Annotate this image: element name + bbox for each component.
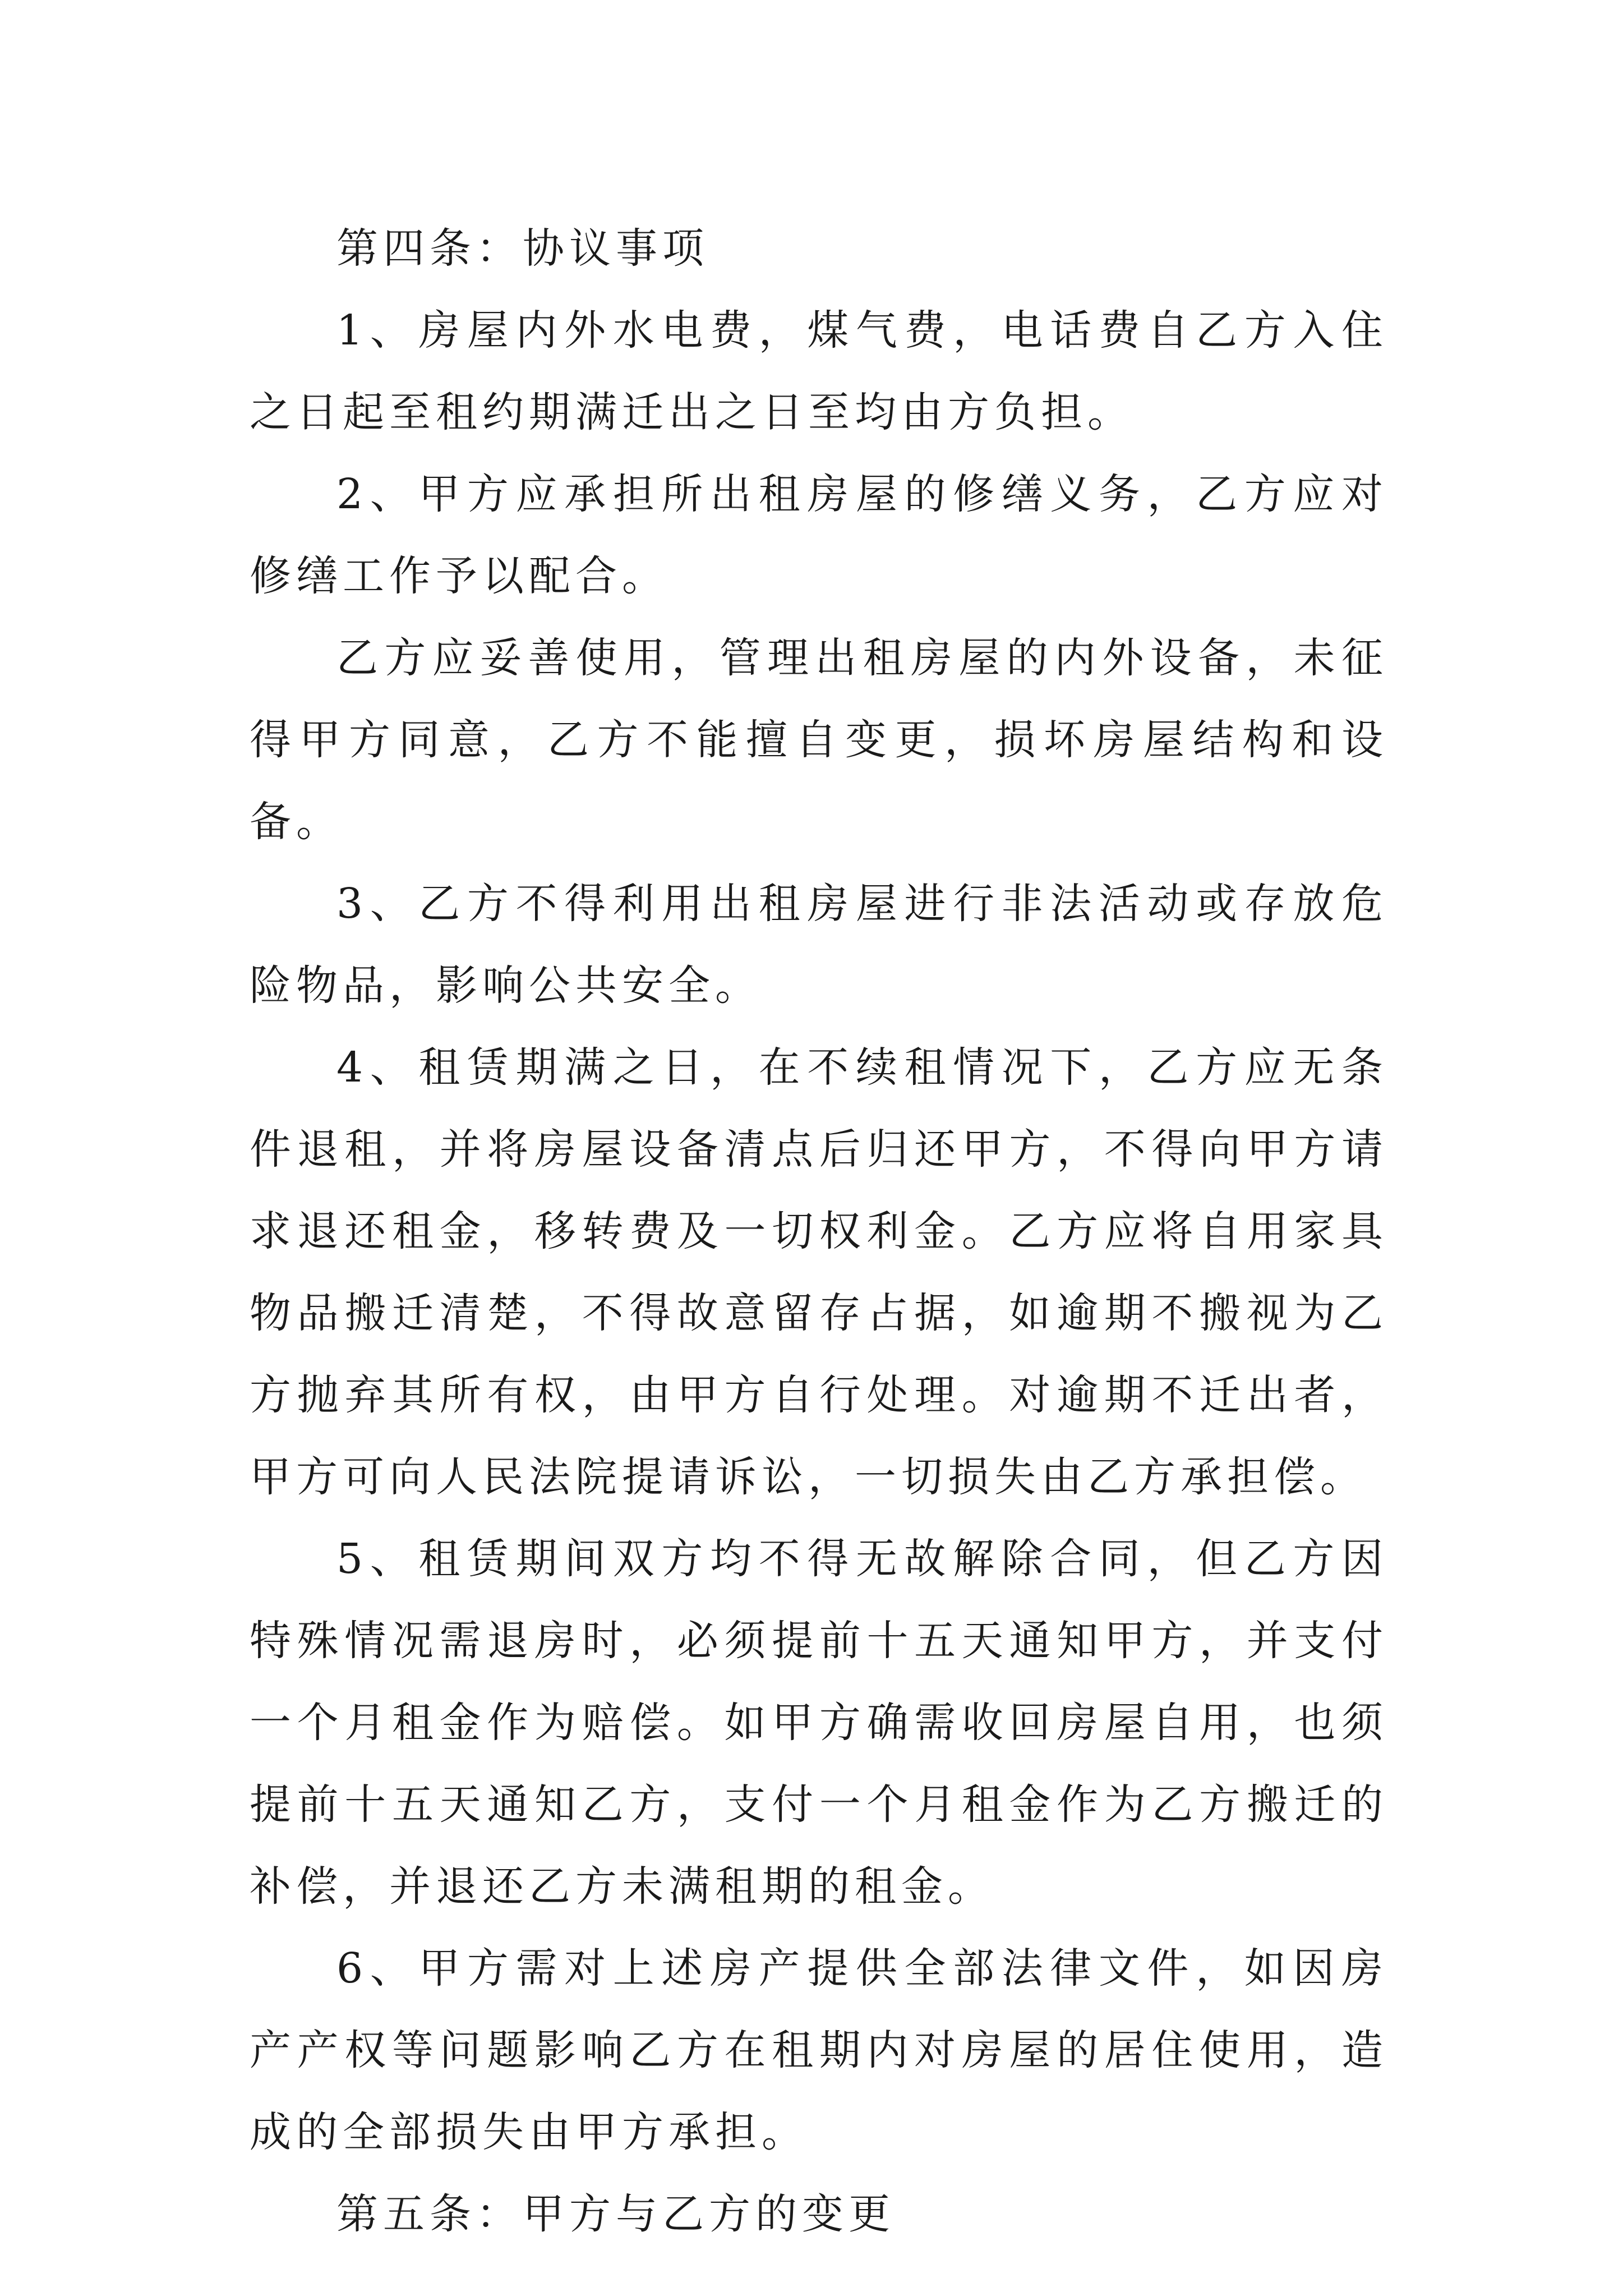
clause-2-proper-use: 乙方应妥善使用，管理出租房屋的内外设备，未征得甲方同意，乙方不能擅自变更，损坏房屋结构和设备。	[250, 634, 1388, 846]
article-4-heading: 第四条：协议事项	[336, 224, 709, 273]
clause-5-early-termination: 5、租赁期间双方均不得无故解除合同，但乙方因特殊情况需退房时，必须提前十五天通知甲方，并支付一个月租金作为赔偿。如甲方确需收回房屋自用，也须提前十五天通知乙方，支付一个月租金作为乙方搬迁的补偿，并退还乙方未满租期的租金。	[250, 1535, 1388, 1911]
clause-6-legal-documents: 6、甲方需对上述房产提供全部法律文件，如因房产产权等问题影响乙方在租期内对房屋的居住使用，造成的全部损失由甲方承担。	[250, 1944, 1388, 2156]
clause-1-utilities: 1、房屋内外水电费，煤气费，电话费自乙方入住之日起至租约期满迁出之日至均由方负担。	[250, 306, 1388, 436]
clause-2-repairs: 2、甲方应承担所出租房屋的修缮义务，乙方应对修缮工作予以配合。	[250, 470, 1388, 600]
document-body	[250, 208, 1388, 2255]
clause-3-no-illegal-use: 3、乙方不得利用出租房屋进行非法活动或存放危险物品，影响公共安全。	[250, 880, 1388, 1010]
clause-4-lease-expiry: 4、租赁期满之日，在不续租情况下，乙方应无条件退租，并将房屋设备清点后归还甲方，不得向甲方请求退还租金，移转费及一切权利金。乙方应将自用家具物品搬迁清楚，不得故意留存占据，如逾期不搬视为乙方抛弃其所有权，由甲方自行处理。对逾期不迁出者，甲方可向人民法院提请诉讼，一切损失由乙方承担偿。	[250, 1043, 1388, 1501]
article-5-heading: 第五条：甲方与乙方的变更	[336, 2190, 895, 2238]
